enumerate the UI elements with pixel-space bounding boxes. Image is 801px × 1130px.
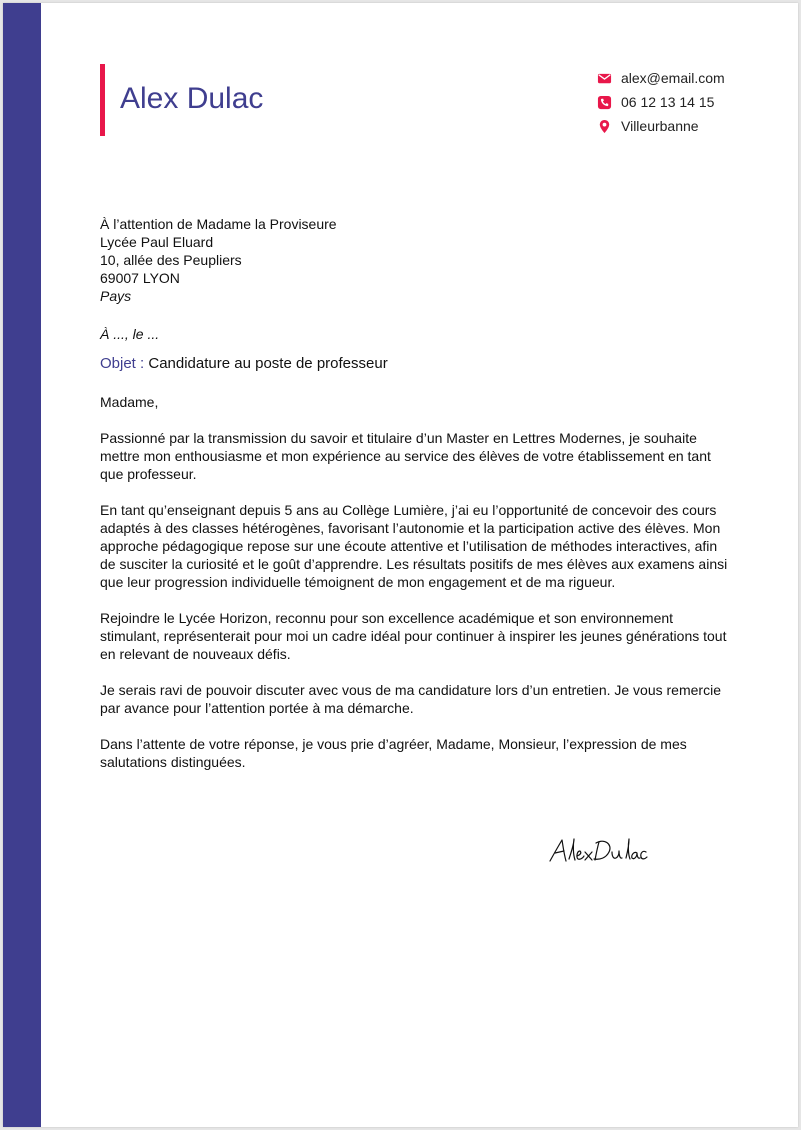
recipient-line: À l’attention de Madame la Proviseure <box>100 216 337 232</box>
side-color-band <box>3 3 41 1127</box>
paragraph-4: Je serais ravi de pouvoir discuter avec vous de ma candidature lors d’un entretien. Je vous remercie par avance pour l’attention portée à ma démarche. <box>100 682 721 716</box>
paragraph-5: Dans l’attente de votre réponse, je vous prie d’agréer, Madame, Monsieur, l’expression de mes salutations distinguées. <box>100 736 687 770</box>
salutation: Madame, <box>100 394 159 410</box>
contact-city <box>597 114 725 138</box>
contact-phone-text: 06 12 13 14 15 <box>621 94 715 110</box>
contact-city-text: Villeurbanne <box>621 118 699 134</box>
recipient-city: 69007 LYON <box>100 270 180 286</box>
letter-page <box>3 3 798 1127</box>
recipient-address <box>100 215 337 305</box>
contact-phone <box>597 90 725 114</box>
contact-email <box>597 66 725 90</box>
subject-text: Candidature au poste de professeur <box>148 355 388 372</box>
paragraph-1: Passionné par la transmission du savoir et titulaire d’un Master en Lettres Modernes, je souhaite mettre mon enthousiasme et mon expérience au service des élèves de votre établissement en tant que professeur. <box>100 430 711 482</box>
subject-label: Objet : <box>100 355 149 372</box>
contact-block <box>597 66 725 138</box>
recipient-school: Lycée Paul Eluard <box>100 234 214 250</box>
name-accent-bar <box>100 64 105 136</box>
recipient-country: Pays <box>100 288 132 304</box>
envelope-icon <box>597 71 612 86</box>
map-pin-icon <box>597 119 612 134</box>
contact-email-text: alex@email.com <box>621 70 725 86</box>
recipient-street: 10, allée des Peupliers <box>100 252 242 268</box>
phone-icon <box>597 95 612 110</box>
paragraph-2: En tant qu’enseignant depuis 5 ans au Collège Lumière, j’ai eu l’opportunité de concevoir des cours adaptés à des classes hétérogènes, favorisant l’autonomie et la participation active des élèves. Mon approche pédagogique repose sur une écoute attentive et l’utilisation de méthodes interactives, afin de susciter la curiosité et le goût d’apprendre. Les résultats positifs de mes élèves aux examens ainsi que leur progression individuelle témoignent de mon engagement et de ma rigueur. <box>100 502 728 590</box>
subject-line <box>100 353 388 375</box>
handwritten-signature <box>548 835 648 874</box>
paragraph-3: Rejoindre le Lycée Horizon, reconnu pour son excellence académique et son environnement stimulant, représenterait pour moi un cadre idéal pour continuer à inspirer les jeunes générations tout en relevant de nouveaux défis. <box>100 610 727 662</box>
sender-name: Alex Dulac <box>120 82 264 115</box>
letter-body <box>100 393 730 789</box>
place-date-line: À ..., le ... <box>100 326 160 342</box>
